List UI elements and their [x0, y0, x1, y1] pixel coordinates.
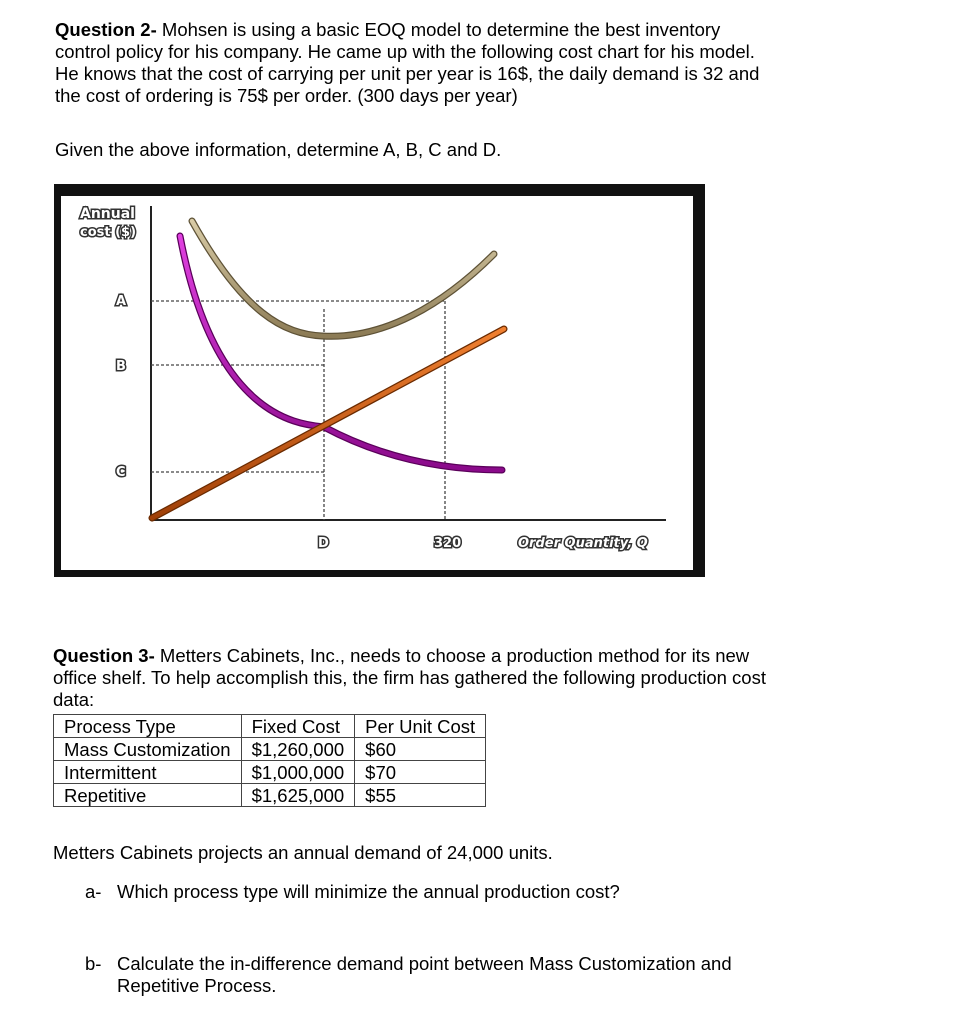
q2-line-1: Question 2- Mohsen is using a basic EOQ model to determine the best inventory	[55, 19, 721, 40]
part-a-text: Which process type will minimize the annual production cost?	[117, 881, 620, 902]
table-row	[54, 761, 486, 784]
header-fixed-cost: Fixed Cost	[241, 715, 355, 738]
table-cell: $60	[355, 738, 486, 761]
y-axis-label-line-1: Annual	[80, 206, 135, 222]
y-tick-b: B	[116, 359, 126, 374]
x-tick-320: 320	[434, 536, 462, 551]
x-tick-d: D	[318, 536, 329, 551]
question-3-text	[53, 645, 933, 711]
table-cell: $55	[355, 784, 486, 807]
q3-line-3: data:	[53, 689, 95, 710]
table-cell: $1,625,000	[241, 784, 355, 807]
q2-line-3: He knows that the cost of carrying per unit per year is 16$, the daily demand is 32 and	[55, 63, 760, 84]
annual-demand-text: Metters Cabinets projects an annual demand of 24,000 units.	[53, 842, 553, 863]
header-per-unit-cost: Per Unit Cost	[355, 715, 486, 738]
q2-given-text: Given the above information, determine A, B, C and D.	[55, 139, 502, 160]
part-b-text	[117, 953, 732, 997]
y-tick-a: A	[116, 294, 127, 309]
table-cell: $1,000,000	[241, 761, 355, 784]
table-cell: $1,260,000	[241, 738, 355, 761]
eoq-chart-svg	[54, 184, 705, 577]
q2-line-2: control policy for his company. He came up with the following cost chart for his model.	[55, 41, 755, 62]
header-process-type: Process Type	[54, 715, 242, 738]
table-row	[54, 738, 486, 761]
production-cost-table	[53, 714, 486, 807]
table-cell: Mass Customization	[54, 738, 242, 761]
part-b-line-2: Repetitive Process.	[117, 975, 277, 996]
table-header-row	[54, 715, 486, 738]
q2-heading: Question 2-	[55, 19, 157, 40]
x-axis-label: Order Quantity, Q	[518, 536, 648, 551]
q3-heading: Question 3-	[53, 645, 155, 666]
question-2-text	[55, 19, 935, 107]
part-a-label: a-	[85, 881, 102, 902]
eoq-cost-chart	[54, 184, 705, 577]
q3-line-1: Question 3- Metters Cabinets, Inc., needs to choose a production method for its new	[53, 645, 750, 666]
part-b-label: b-	[85, 953, 102, 974]
table-cell: $70	[355, 761, 486, 784]
table-row	[54, 784, 486, 807]
q3-line-2: office shelf. To help accomplish this, the firm has gathered the following production cost	[53, 667, 766, 688]
table-cell: Repetitive	[54, 784, 242, 807]
y-axis-label-line-2: cost ($)	[80, 225, 137, 240]
part-b-line-1: Calculate the in-difference demand point between Mass Customization and	[117, 953, 732, 974]
q2-line-4: the cost of ordering is 75$ per order. (300 days per year)	[55, 85, 518, 106]
y-tick-c: C	[116, 465, 126, 480]
table-cell: Intermittent	[54, 761, 242, 784]
